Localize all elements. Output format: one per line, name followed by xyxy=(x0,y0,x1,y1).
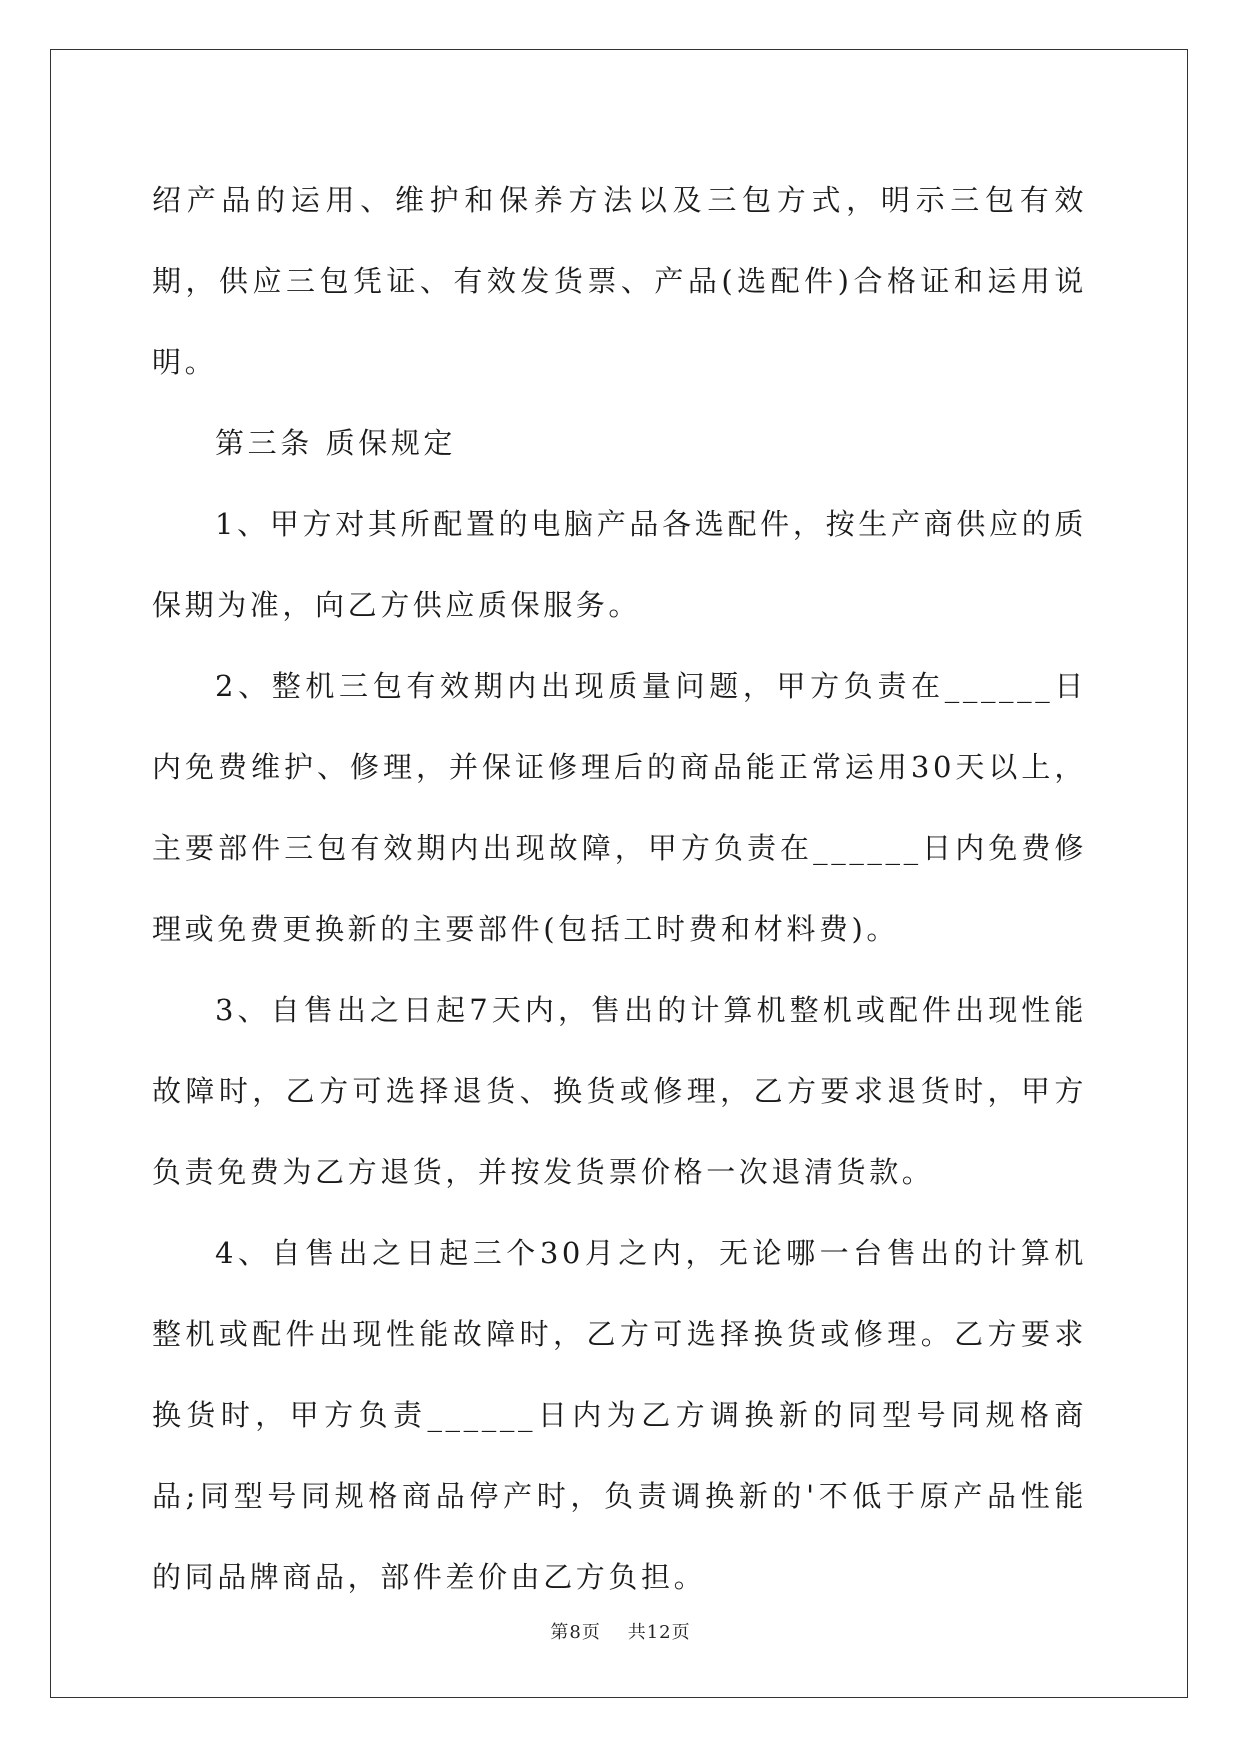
document-body xyxy=(152,160,1087,1618)
page-total: 共12页 xyxy=(627,1622,691,1643)
page-number: 第8页 xyxy=(550,1622,601,1643)
section-heading: 第三条 质保规定 xyxy=(215,426,457,460)
paragraph-item-4: 4、自售出之日起三个30月之内，无论哪一台售出的计算机整机或配件出现性能故障时，乙方可选择换货或修理。乙方要求换货时，甲方负责______日内为乙方调换新的同型号同规格商品;同型号同规格商品停产时，负责调换新的'不低于原产品性能的同品牌商品，部件差价由乙方负担。 xyxy=(152,1236,1087,1594)
page-footer xyxy=(0,1618,1241,1644)
paragraph-item-1: 1、甲方对其所配置的电脑产品各选配件，按生产商供应的质保期为准，向乙方供应质保服务。 xyxy=(152,507,1087,622)
paragraph-continuation: 绍产品的运用、维护和保养方法以及三包方式，明示三包有效期，供应三包凭证、有效发货票、产品(选配件)合格证和运用说明。 xyxy=(152,183,1087,379)
paragraph-item-3: 3、自售出之日起7天内，售出的计算机整机或配件出现性能故障时，乙方可选择退货、换货或修理，乙方要求退货时，甲方负责免费为乙方退货，并按发货票价格一次退清货款。 xyxy=(152,993,1087,1189)
paragraph-item-2: 2、整机三包有效期内出现质量问题，甲方负责在______日内免费维护、修理，并保证修理后的商品能正常运用30天以上，主要部件三包有效期内出现故障，甲方负责在______日内免费修理或免费更换新的主要部件(包括工时费和材料费)。 xyxy=(152,669,1087,946)
